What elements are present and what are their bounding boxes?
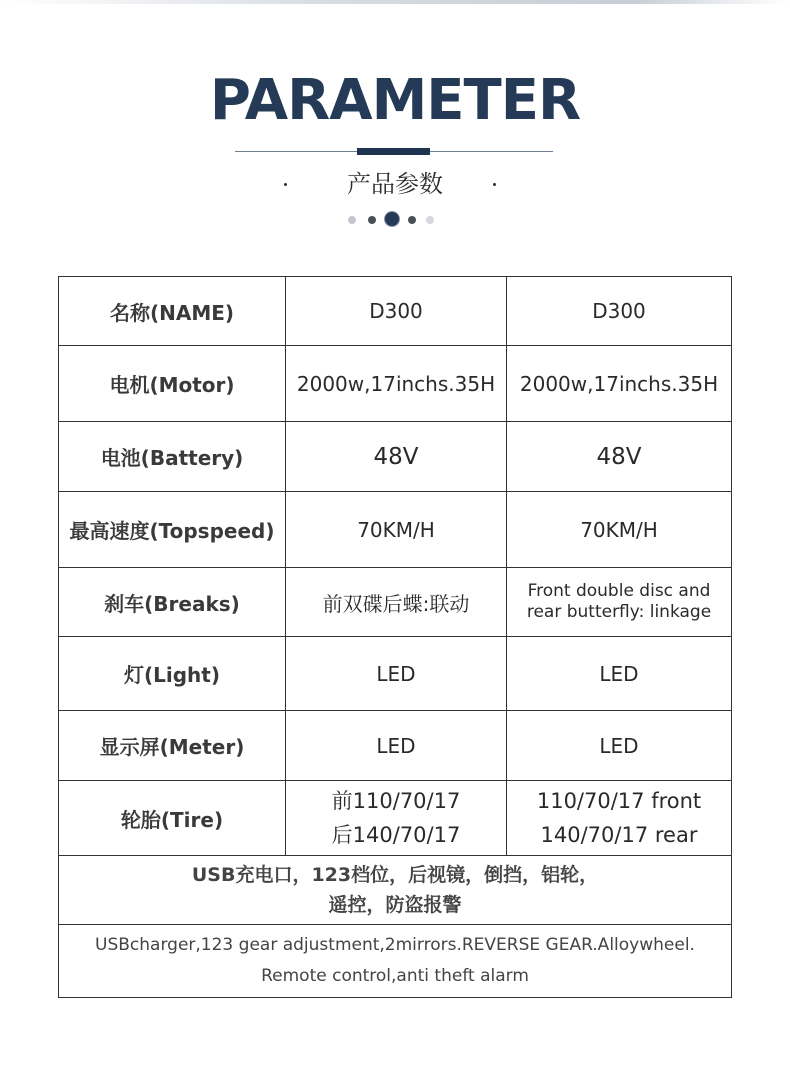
cell-value: D300 xyxy=(507,277,732,346)
dot-5 xyxy=(426,216,434,224)
cell-value: 48V xyxy=(286,422,507,492)
cell-value: LED xyxy=(286,637,507,711)
row-label: 名称(NAME) xyxy=(59,277,286,346)
row-label: 轮胎(Tire) xyxy=(59,781,286,856)
table-row-meter xyxy=(59,711,732,781)
table-row-name xyxy=(59,277,732,346)
page-subtitle: 产品参数 xyxy=(347,170,443,198)
cell-value: LED xyxy=(507,637,732,711)
title-accent-bar xyxy=(357,148,430,155)
cell-value: 2000w,17inchs.35H xyxy=(286,346,507,422)
features-line: 遥控，防盗报警 xyxy=(328,894,462,916)
cell-line: 110/70/17 front xyxy=(536,789,702,813)
cell-line: 前110/70/17 xyxy=(331,789,461,813)
cell-line: Front double disc and xyxy=(527,581,711,601)
cell-value xyxy=(507,568,732,637)
table-row-light xyxy=(59,637,732,711)
dot-2 xyxy=(368,216,376,224)
cell-value: 70KM/H xyxy=(286,492,507,568)
cell-value: D300 xyxy=(286,277,507,346)
cell-line: 后140/70/17 xyxy=(331,823,461,847)
page-title: PARAMETER xyxy=(209,68,581,133)
carousel-dots xyxy=(345,212,445,228)
top-divider xyxy=(0,0,790,4)
parameter-table xyxy=(58,276,732,998)
features-line: USB充电口，123档位，后视镜，倒挡，铝轮， xyxy=(191,864,599,886)
cell-value xyxy=(286,781,507,856)
cell-value xyxy=(507,781,732,856)
cell-value: LED xyxy=(507,711,732,781)
table-row-tire xyxy=(59,781,732,856)
dot-3-active xyxy=(385,212,399,226)
features-line: Remote control,anti theft alarm xyxy=(261,966,529,986)
table-row-topspeed xyxy=(59,492,732,568)
row-label: 电池(Battery) xyxy=(59,422,286,492)
cell-value: LED xyxy=(286,711,507,781)
subtitle-right-dot xyxy=(493,183,496,186)
table-row-breaks xyxy=(59,568,732,637)
cell-value: 2000w,17inchs.35H xyxy=(507,346,732,422)
dot-4 xyxy=(408,216,416,224)
row-label: 显示屏(Meter) xyxy=(59,711,286,781)
features-english xyxy=(59,925,732,998)
cell-value: 70KM/H xyxy=(507,492,732,568)
cell-line: 140/70/17 rear xyxy=(540,823,698,847)
dot-1 xyxy=(348,216,356,224)
table-row-motor xyxy=(59,346,732,422)
table-row-battery xyxy=(59,422,732,492)
table-row-features-en xyxy=(59,925,732,998)
cell-value: 前双碟后蝶:联动 xyxy=(286,568,507,637)
row-label: 刹车(Breaks) xyxy=(59,568,286,637)
table-row-features-cn xyxy=(59,856,732,925)
features-line: USBcharger,123 gear adjustment,2mirrors.REVERSE GEAR.Alloywheel. xyxy=(95,935,695,955)
cell-line: rear butterfly: linkage xyxy=(526,602,712,622)
features-chinese xyxy=(59,856,732,925)
row-label: 灯(Light) xyxy=(59,637,286,711)
row-label: 最高速度(Topspeed) xyxy=(59,492,286,568)
row-label: 电机(Motor) xyxy=(59,346,286,422)
cell-value: 48V xyxy=(507,422,732,492)
